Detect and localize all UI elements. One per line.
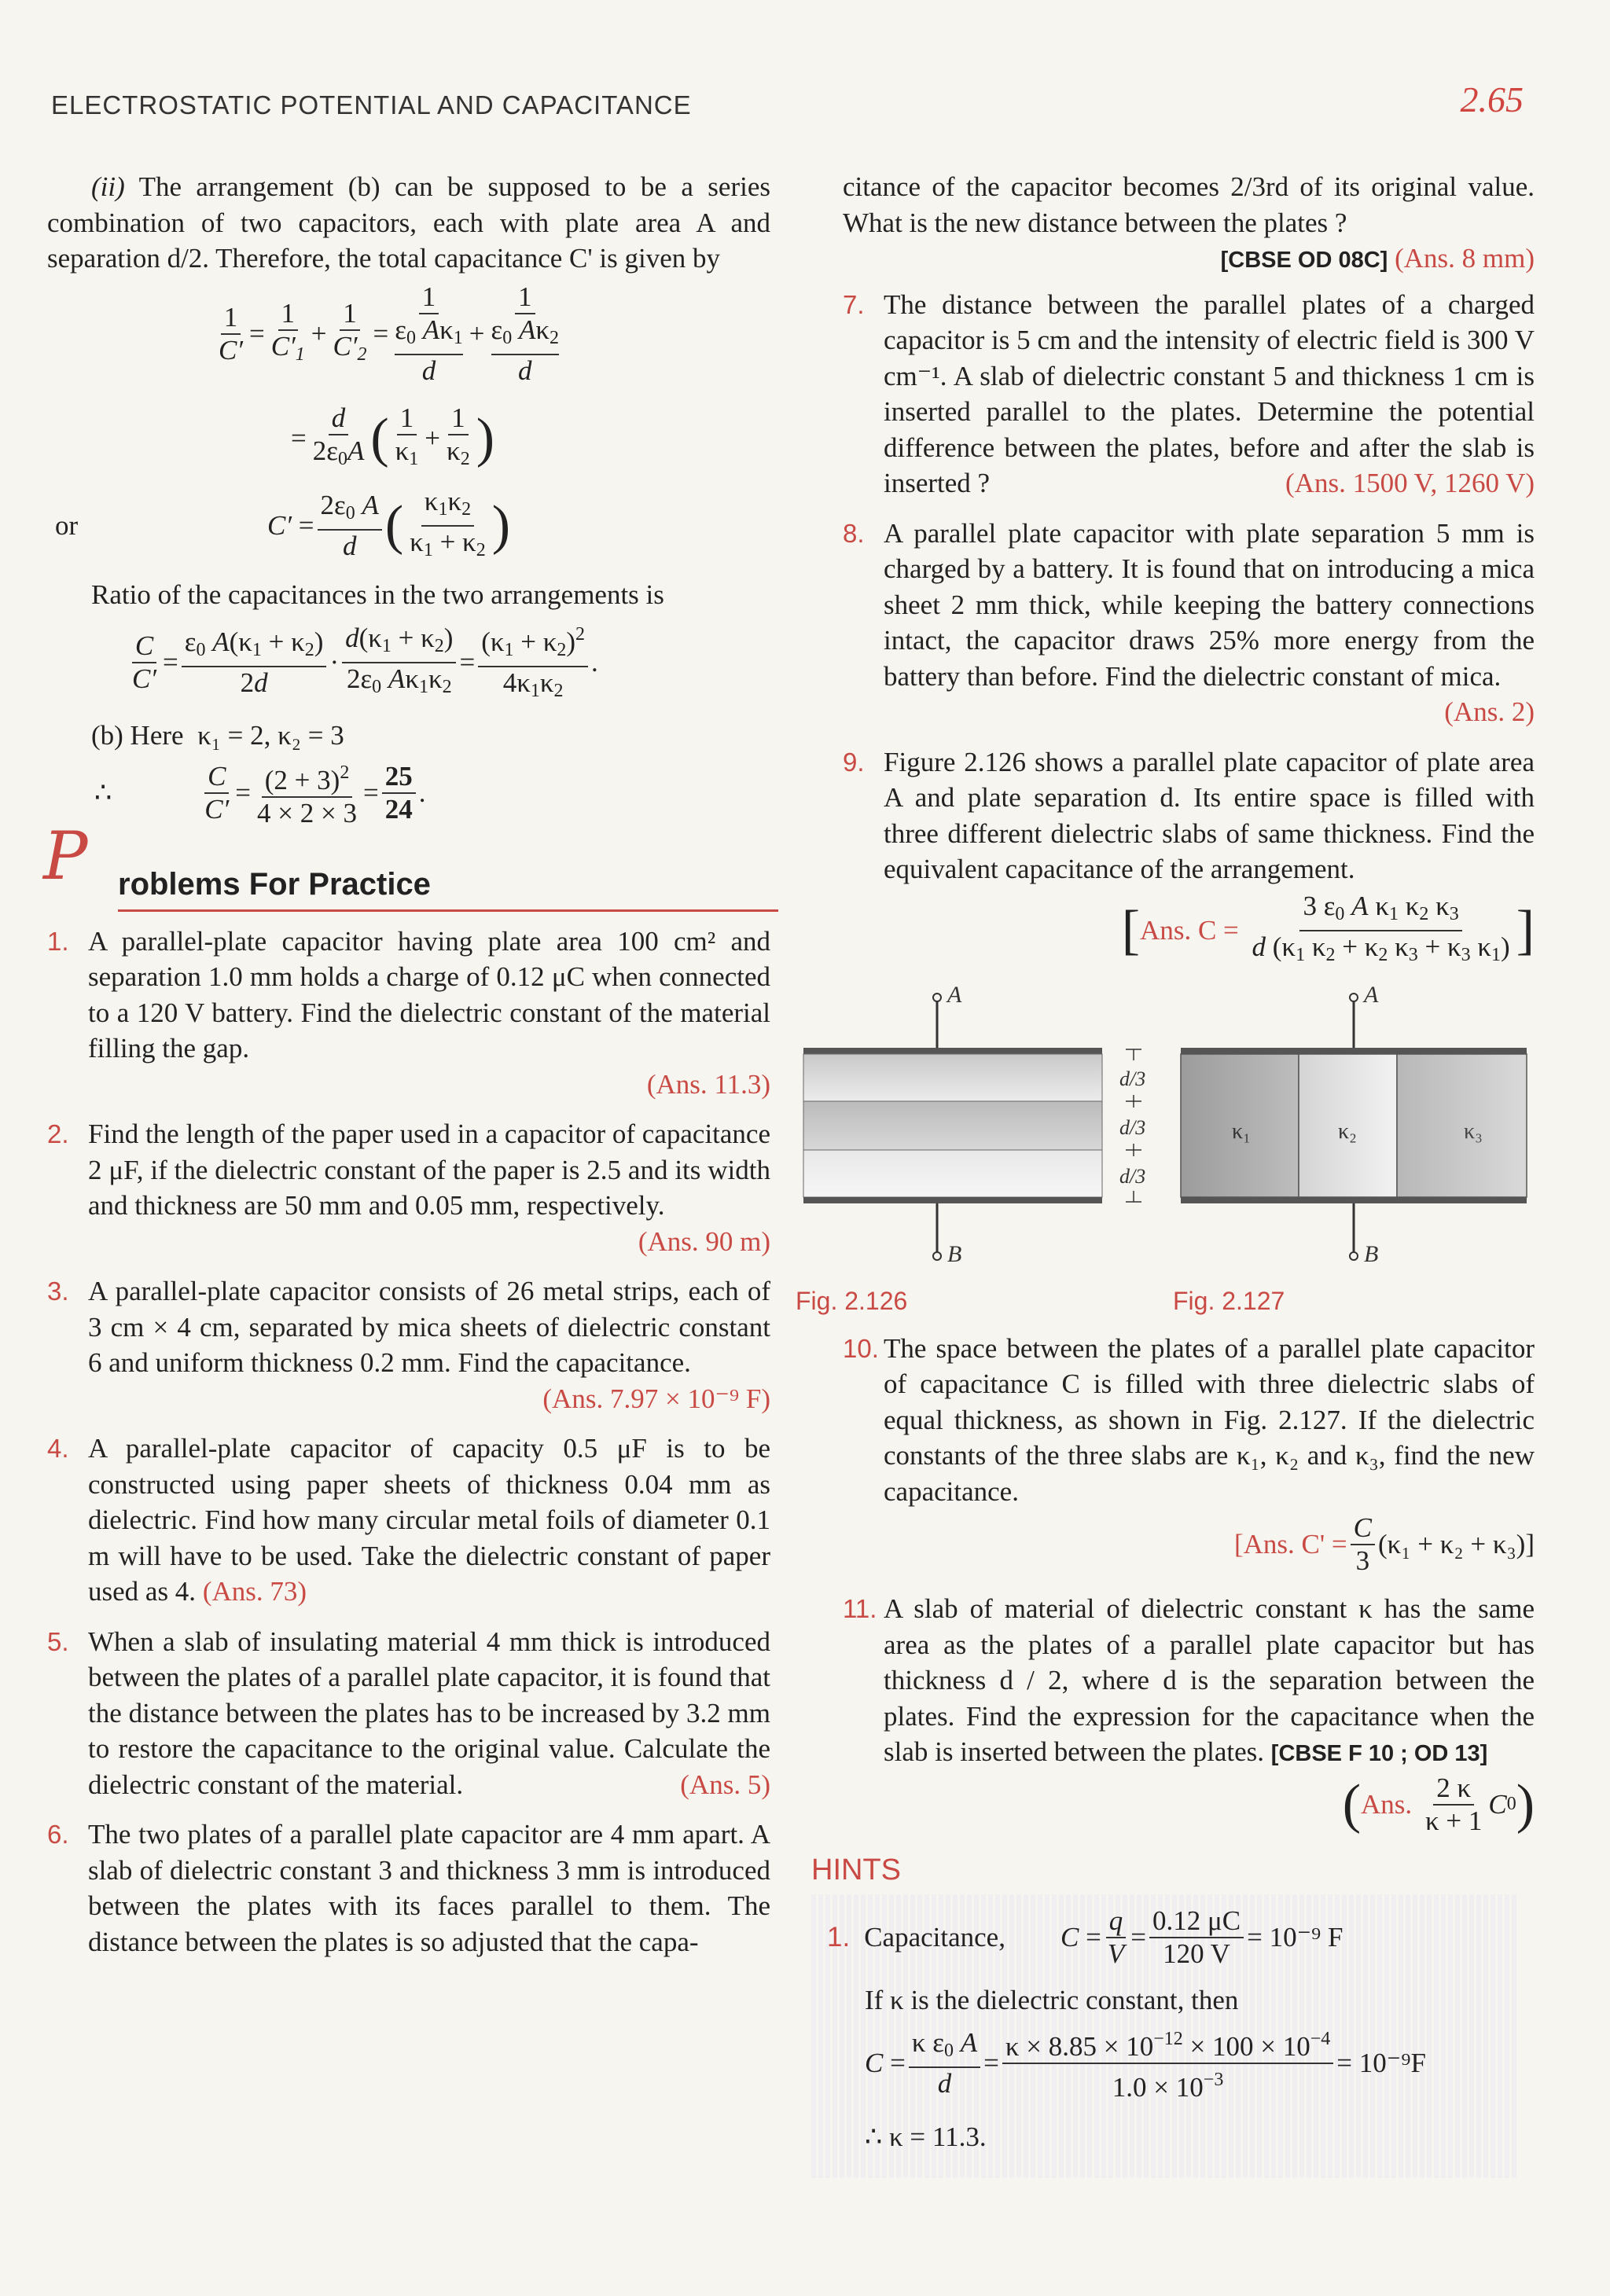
heading-rule: [118, 909, 778, 912]
k1-label: κ₁: [1232, 1119, 1251, 1144]
k2-label: κ₂: [1338, 1119, 1357, 1144]
terminal-b-label: B: [1364, 1240, 1379, 1267]
problem-list-right-2: [843, 1331, 1535, 1837]
d3-label-3: d/3: [1119, 1164, 1146, 1188]
slab-bottom: [803, 1150, 1102, 1197]
problem-item: 7. The distance between the parallel plates of a charged capacitor is 5 cm and the intensity of electric field is 300 V cm⁻¹. A slab of dielectric constant 5 and thickness 1 cm is inserted parallel to the plates. Determine the potential difference between the plates, before and after the slab is inserted ? (Ans. 1500 V, 1260 V): [843, 288, 1535, 498]
part-b-line: (b) Here κ₁ = 2, κ₂ = 3: [91, 720, 344, 751]
terminal-b-label: B: [947, 1240, 962, 1267]
figures: [796, 985, 1535, 1323]
figure-2-126: [796, 985, 1165, 1299]
problem-item: 4. A parallel-plate capacitor of capacity 0.5 μF is to be constructed using paper sheets of thickness 0.04 mm as dielectric. Find how many circular metal foils of diameter 0.1 m will have to be used. Take the dielectric constant of paper used as 4. (Ans. 73): [47, 1433, 770, 1607]
problems-initial: P: [43, 817, 88, 895]
problem-item: 3. A parallel-plate capacitor consists of 26 metal strips, each of 3 cm × 4 cm, separated by mica sheets of dielectric constant 6 and uniform thickness 0.2 mm. Find the capacitance. (Ans. 7.97 × 10⁻⁹ F): [47, 1276, 770, 1414]
right-column: [796, 169, 1535, 2178]
problem-item: 11. A slab of material of dielectric constant κ has the same area as the plates of a parallel plate capacitor but has thickness d / 2, where d is the separation between the plates. Find the expression for the capacitance when the slab is inserted between the plates. [CBSE F 10 ; OD 13] ( Ans. $\frac{2 \kappa}{\kappa + 1}$ C 0 ): [843, 1593, 1535, 1836]
problem-item: 2. Find the length of the paper used in a capacitor of capacitance 2 μF, if the dielectric constant of the paper is 2.5 and its width and thickness are 50 mm and 0.05 mm, respectively. (Ans. 90 m): [47, 1119, 770, 1257]
problem-item: 10. The space between the plates of a parallel plate capacitor of capacitance C is filled with three dielectric slabs of equal thickness, as shown in Fig. 2.127. If the dielectric constants of the three slabs are κ₁, κ₂ and κ₃, find the new capacitance. [Ans. C' = $\frac{C}{3}$ (κ₁ + κ₂ + κ₃)]: [843, 1332, 1535, 1576]
problem-item: 9. Figure 2.126 shows a parallel plate capacitor of plate area A and plate separation d. Its entire space is filled with three different dielectric slabs of same thickness. Find the equivalent capacitance of the arrangement. [ Ans. C = $\frac{3 \varepsilon_0 A \kappa_1 \kappa_2 \kappa_3}{d (\kappa_1 \kappa_2 + \kappa_2 \kappa_3 + \kappa_3 \kappa_1)}$ ]: [843, 746, 1535, 965]
problem-list: [47, 924, 770, 1960]
fig-2-127-caption: Fig. 2.127: [1173, 1286, 1285, 1315]
figure-2-127: [1173, 985, 1535, 1299]
slab-middle: [803, 1101, 1102, 1150]
problem-item: 5. When a slab of insulating material 4 mm thick is introduced between the plates of a parallel plate capacitor, it is found that the distance between the plates has to be increased by 3.2 mm to restore the capacitance to the original value. Calculate the dielectric constant of the material. (Ans. 5): [47, 1626, 770, 1800]
equation-ratio: $\frac{C}{C'}$ = $\frac{\varepsilon_0 A(\kappa_1 + \kappa_2)}{2d}$ · $\frac{d(\kappa_1 + \kappa_2)}{2\varepsilon_0 A\kappa_1\kappa_2}$ = $\frac{(\kappa_1 + \kappa_2)^2}{4\kappa_1\kappa_2}$ .: [126, 619, 770, 707]
problem-item: 8. A parallel plate capacitor with plate separation 5 mm is charged by a battery. It is found that on introducing a mica sheet 2 mm thick, while keeping the battery connections intact, the capacitor draws 25% more energy from the battery than before. Find the dielectric constant of mica. (Ans. 2): [843, 517, 1535, 727]
left-column: [43, 169, 770, 1974]
problem-list-right: [843, 287, 1535, 971]
problem-item: 6. The two plates of a parallel plate capacitor are 4 mm apart. A slab of dielectric constant 3 and thickness 3 mm is introduced between the plates with its faces parallel to them. The distance between the plates is so adjusted that the capa-: [47, 1819, 770, 1957]
hints-heading: HINTS: [811, 1853, 901, 1886]
hints-box: 1. Capacitance, C = $\frac{q}{V}$ = $\frac{0.12 \mu C}{120 V}$ = 10⁻⁹ F If κ is the dielectric constant, then C = $\frac{\kappa \varepsilon_0 A}{d}$ = $\frac{\kappa \times 8.85 \times 10^{-12} \times 100 \times 10^{-4}}{1.0 \times 10^{-3}}$ = 10⁻⁹F ∴ κ = 11.3.: [811, 1894, 1519, 2178]
or-label: or: [55, 509, 79, 541]
d3-label-1: d/3: [1119, 1067, 1146, 1090]
fig-2-126-caption: Fig. 2.126: [796, 1286, 908, 1315]
problems-heading: P roblems For Practice: [47, 845, 770, 916]
d3-label-2: d/3: [1119, 1115, 1146, 1139]
intro-paragraph: (ii) The arrangement (b) can be supposed to be a series combination of two capacitors, each with plate area A and separation d/2. Therefore, the total capacitance C' is given by: [47, 171, 770, 274]
terminal-a-label: A: [1364, 984, 1379, 1008]
ratio-text: Ratio of the capacitances in the two arrangements is: [91, 579, 664, 610]
running-header: ELECTROSTATIC POTENTIAL AND CAPACITANCE: [51, 90, 692, 119]
problem-item: 1. A parallel-plate capacitor having plate area 100 cm² and separation 1.0 mm holds a charge of 0.12 μC when connected to a 120 V battery. Find the dielectric constant of the material filling the gap. (Ans. 11.3): [47, 925, 770, 1100]
equation-b: ∴ $\frac{C}{C'}$ = $\frac{(2 + 3)^2}{4 \times 2 \times 3}$ = $\frac{25}{24}$ .: [94, 757, 770, 829]
equation-series: $\frac{1}{C'}$ = $\frac{1}{C'_1}$ + $\frac{1}{C'_2}$ = 1 $\varepsilon_0$ $A\kappa_1$ d + 1 $\varepsilon_0$ $A\kappa_2$ d = $\frac{d}{2\varepsilon_0A}$ ( $\frac{1}{\kappa_1}$ + $\frac{1}{\kappa_2}$ ) or C′ = $\frac{2\varepsilon_0 A}{d}$ ( $\frac{\kappa_1\kappa_2}{\kappa_1 + \kappa_2}$ ): [55, 281, 560, 561]
page-number: 2.65: [1460, 79, 1524, 119]
k3-label: κ₃: [1464, 1119, 1483, 1144]
slab-top: [803, 1054, 1102, 1101]
problem-6-continued: citance of the capacitor becomes 2/3rd of its original value. What is the new distance between the plates ? [CBSE OD 08C] (Ans. 8 mm): [843, 171, 1535, 274]
slab-k3: [1397, 1054, 1527, 1197]
terminal-a-label: A: [947, 984, 962, 1008]
